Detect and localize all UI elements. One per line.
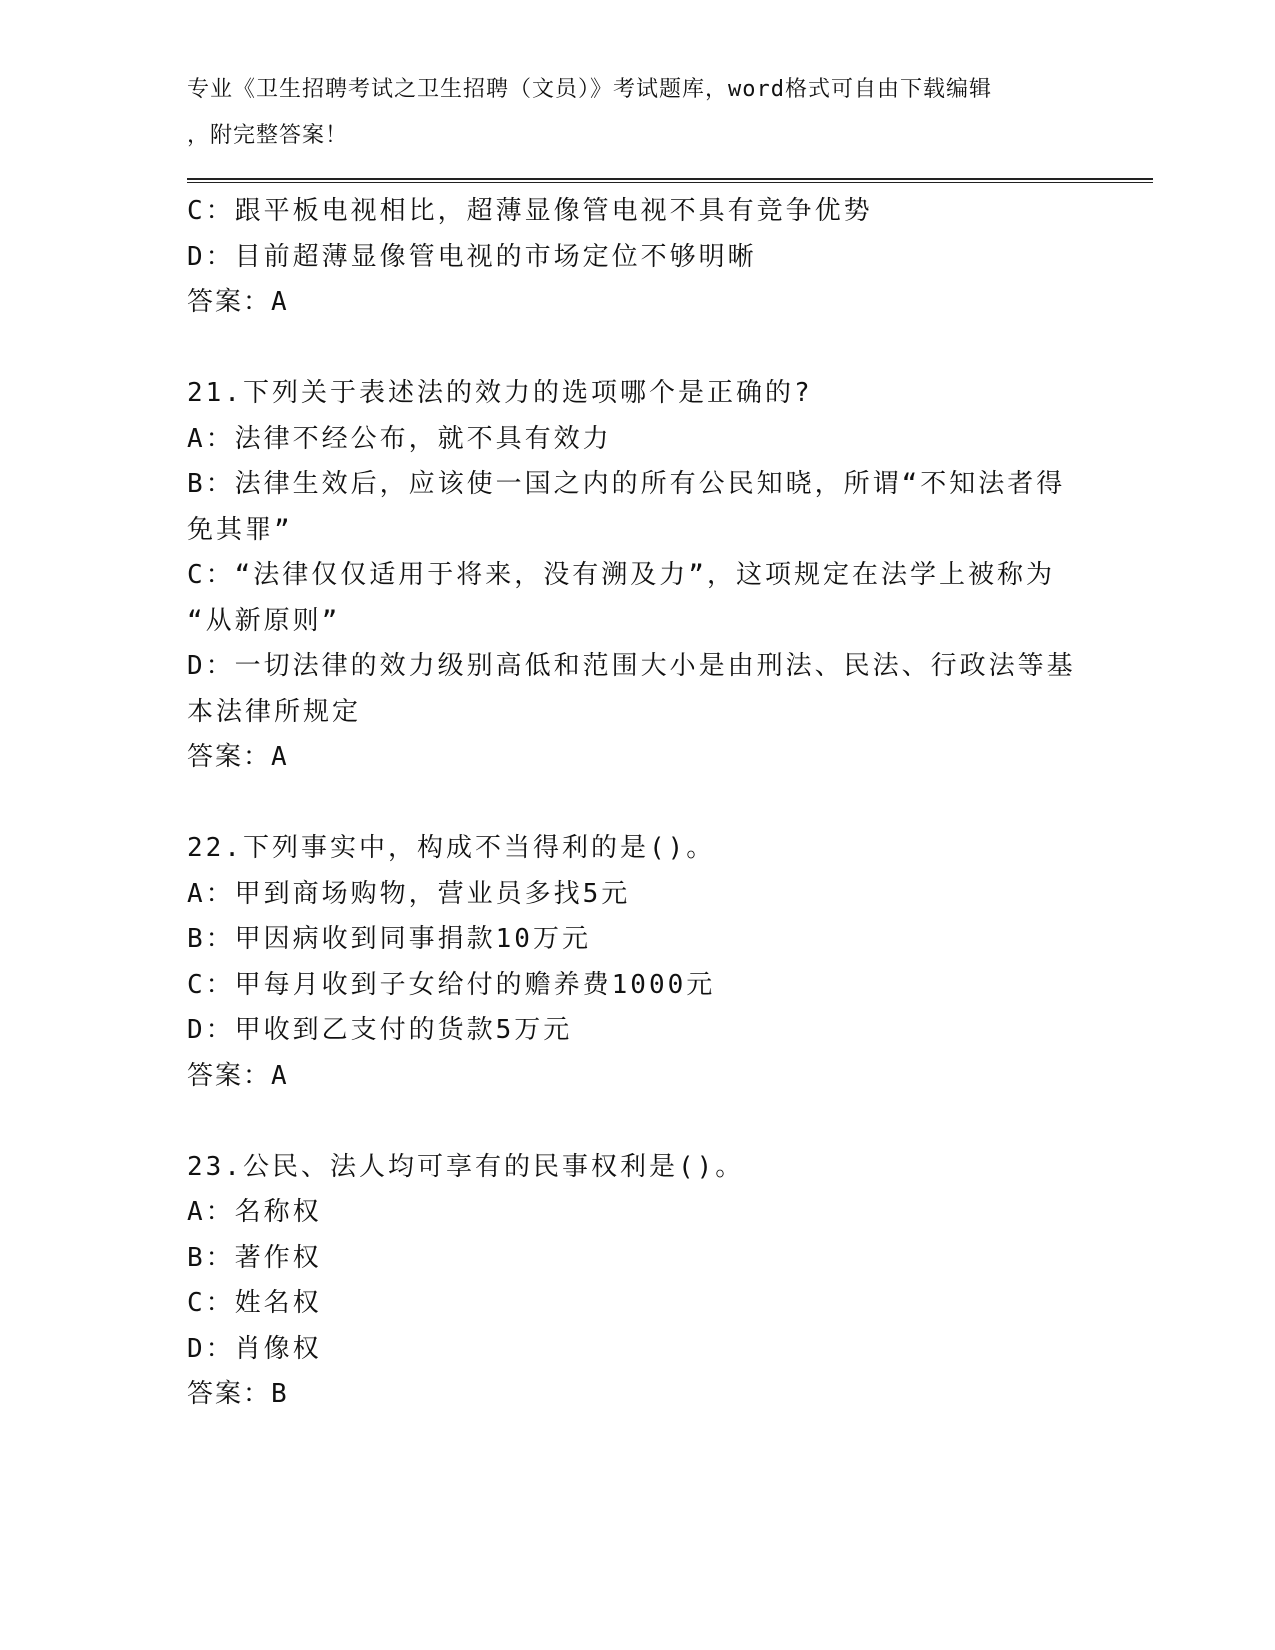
option-d: D：甲收到乙支付的货款5万元: [187, 1015, 573, 1045]
answer-text: 答案：B: [187, 1379, 289, 1409]
option-a: A：名称权: [187, 1197, 322, 1227]
question-block-23: [187, 1145, 1087, 1418]
option-d: D：目前超薄显像管电视的市场定位不够明晰: [187, 241, 757, 272]
page-header: [187, 74, 1067, 165]
header-line-2: ，附完整答案！: [187, 122, 349, 148]
option-c-continued: “从新原则”: [187, 605, 341, 636]
answer-text: 答案：A: [187, 742, 289, 772]
option-c: C：跟平板电视相比，超薄显像管电视不具有竞争优势: [187, 196, 873, 226]
option-a: A：法律不经公布，就不具有效力: [187, 423, 612, 454]
option-c: C：“法律仅仅适用于将来，没有溯及力”，这项规定在法学上被称为: [187, 560, 1055, 590]
spacer: [187, 326, 1087, 372]
question-list: [187, 189, 1087, 1418]
header-divider: [187, 178, 1153, 183]
option-d: D：肖像权: [187, 1333, 322, 1364]
question-stem: 23.公民、法人均可享有的民事权利是()。: [187, 1151, 745, 1182]
option-a: A：甲到商场购物，营业员多找5元: [187, 878, 631, 909]
question-stem: 21.下列关于表述法的效力的选项哪个是正确的?: [187, 378, 813, 408]
option-b: B：著作权: [187, 1242, 322, 1273]
option-c: C：姓名权: [187, 1288, 322, 1318]
question-block-22: [187, 826, 1087, 1099]
question-block-prev: [187, 189, 1087, 326]
question-stem: 22.下列事实中，构成不当得利的是()。: [187, 833, 716, 863]
spacer: [187, 1099, 1087, 1145]
option-d: D：一切法律的效力级别高低和范围大小是由刑法、民法、行政法等基: [187, 651, 1076, 681]
option-b: B：甲因病收到同事捐款10万元: [187, 924, 591, 954]
answer-text: 答案：A: [187, 287, 289, 317]
option-b: B：法律生效后，应该使一国之内的所有公民知晓，所谓“不知法者得: [187, 469, 1066, 499]
answer-text: 答案：A: [187, 1060, 289, 1091]
option-b-continued: 免其罪”: [187, 514, 293, 545]
header-line-1: 专业《卫生招聘考试之卫生招聘（文员）》考试题库，word格式可自由下载编辑: [187, 77, 992, 102]
question-block-21: [187, 371, 1087, 781]
spacer: [187, 781, 1087, 827]
option-c: C：甲每月收到子女给付的赡养费1000元: [187, 969, 716, 1000]
option-d-continued: 本法律所规定: [187, 696, 362, 727]
